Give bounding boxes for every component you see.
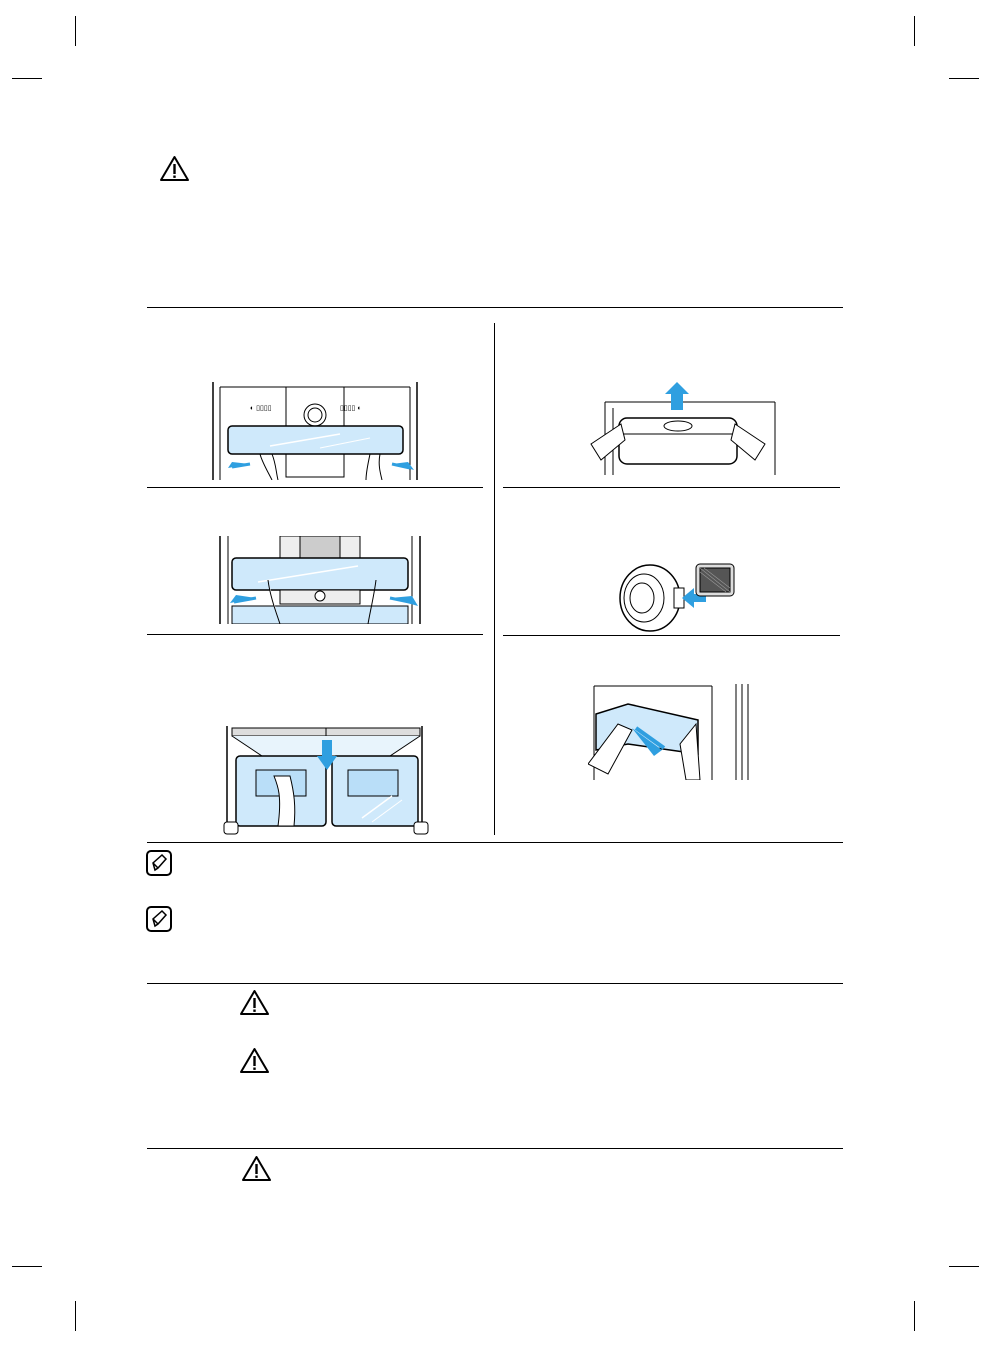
top-shelf-removal-illustration xyxy=(210,382,420,480)
ice-bucket-insert-illustration xyxy=(588,684,760,780)
caution-divider-2 xyxy=(147,1148,843,1149)
crop-mark-tl-h xyxy=(12,78,42,79)
crop-mark-tr-h xyxy=(949,78,979,79)
svg-text:◐ ▯▯▯▯: ◐ ▯▯▯▯ xyxy=(250,405,272,412)
warning-triangle-icon xyxy=(159,155,190,182)
deodorizer-filter-insert-illustration xyxy=(612,558,748,636)
caution-divider-1 xyxy=(147,983,843,984)
warning-triangle-icon xyxy=(241,1155,272,1182)
crop-mark-br-v xyxy=(914,1301,915,1331)
crop-mark-tr-v xyxy=(914,16,915,46)
freezer-drawer-removal-illustration xyxy=(222,726,432,836)
svg-text:▯▯▯▯ ◐: ▯▯▯▯ ◐ xyxy=(340,405,362,412)
filter-box-lift-illustration xyxy=(585,380,785,475)
note-pencil-icon xyxy=(146,906,172,932)
crop-mark-bl-h xyxy=(12,1266,42,1267)
row-divider-left-1 xyxy=(147,487,483,488)
row-divider-right-1 xyxy=(503,487,840,488)
row-divider-left-2 xyxy=(147,634,483,635)
section-divider xyxy=(147,307,843,308)
note-pencil-icon xyxy=(146,850,172,876)
warning-triangle-icon xyxy=(239,989,270,1016)
upper-cover-removal-illustration xyxy=(218,536,422,624)
warning-triangle-icon xyxy=(239,1047,270,1074)
crop-mark-bl-v xyxy=(75,1301,76,1331)
notes-divider xyxy=(147,842,843,843)
column-divider xyxy=(494,323,495,835)
crop-mark-tl-v xyxy=(75,16,76,46)
crop-mark-br-h xyxy=(949,1266,979,1267)
